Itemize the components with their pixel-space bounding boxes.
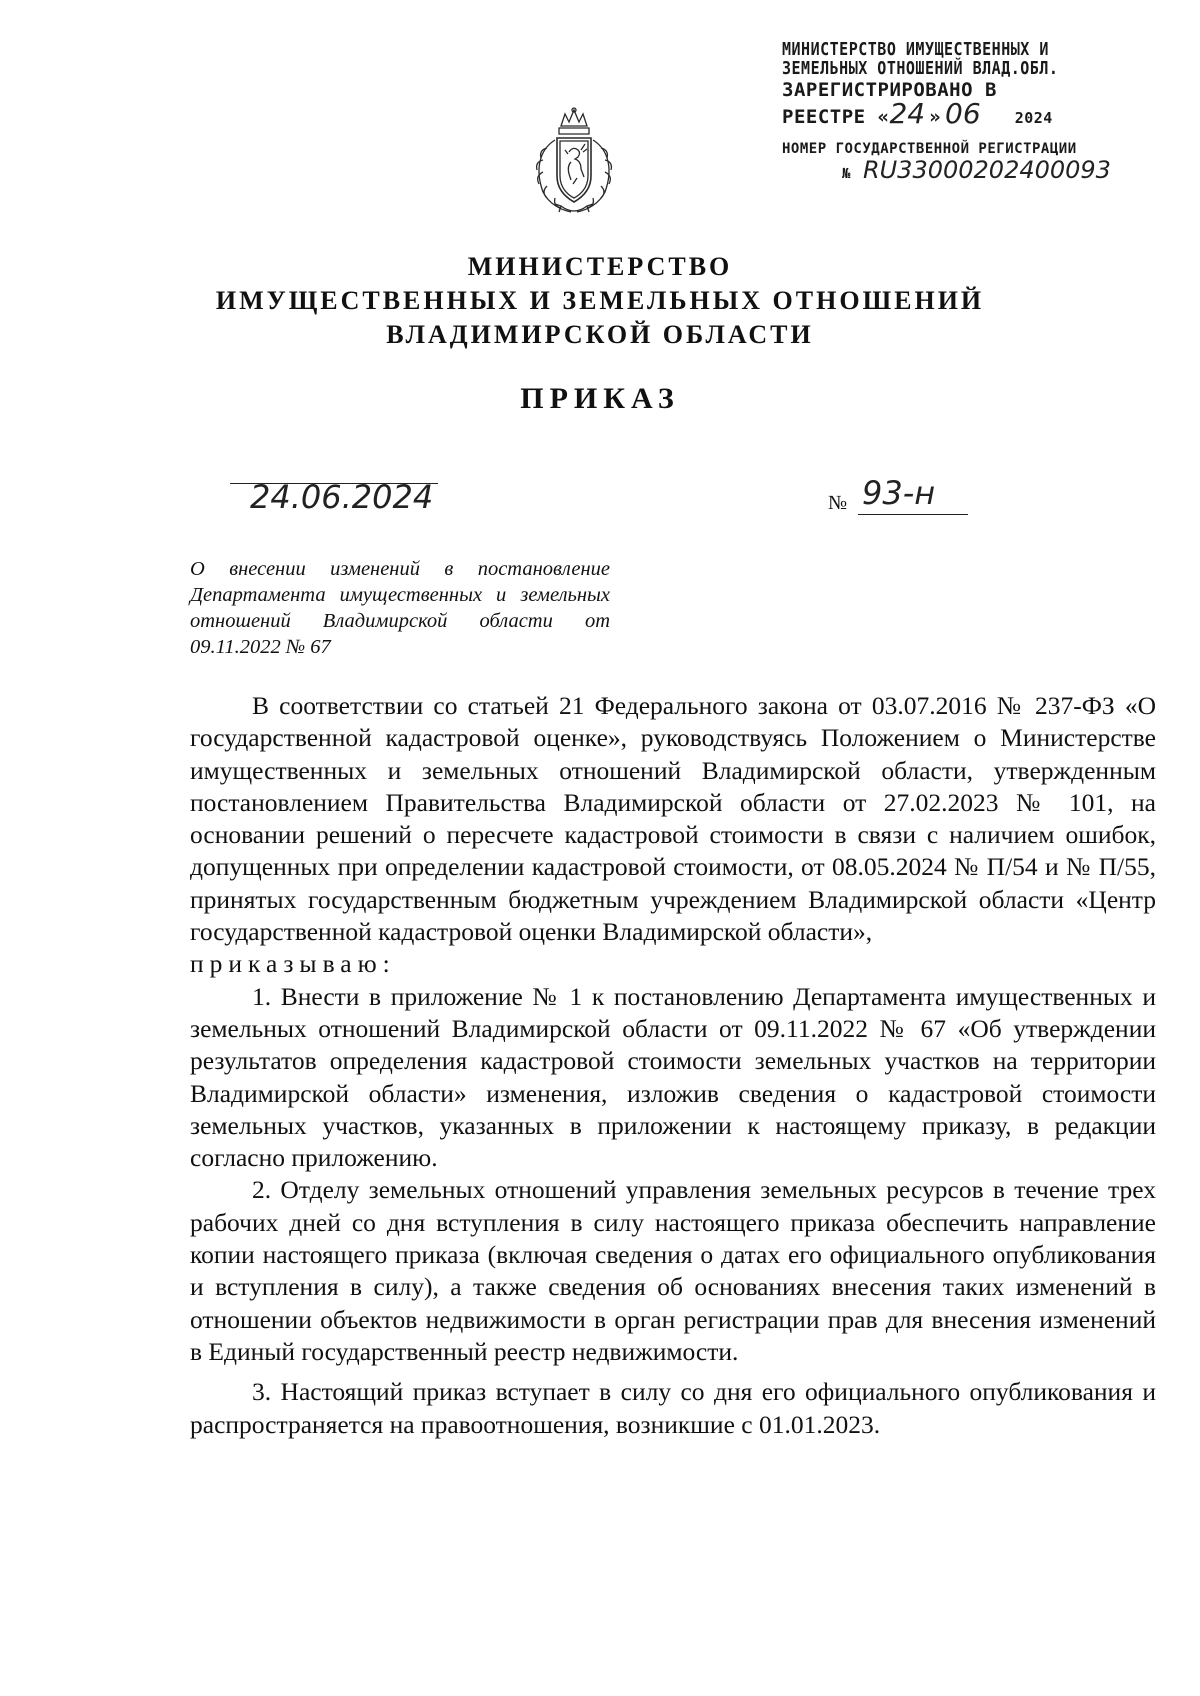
registration-stamp: [782, 38, 1122, 184]
order-item-2: 2. Отделу земельных отношений управления земельных ресурсов в течение трех рабочих дней со дня вступления в силу настоящего приказа обеспечить направление копии настоящего приказа (включая сведения о датах его официального опубликования и вступления в силу), а также сведения об основаниях внесения таких изменений в отношении объектов недвижимости в орган регистрации прав для внесения изменений в Единый государственный реестр недвижимости.: [190, 1175, 1156, 1366]
vladimir-region-coat-of-arms-icon: [525, 106, 623, 218]
order-item-1: 1. Внести в приложение № 1 к постановлению Департамента имущественных и земельных отношений Владимирской области от 09.11.2022 № 67 «Об утверждении результатов определения кадастровой стоимости земельных участков на территории Владимирской области» изменения, изложив сведения о кадастровой стоимости земельных участков, указанных в приложении к настоящему приказу, в редакции согласно приложению.: [190, 981, 1156, 1173]
order-number-underline: [858, 514, 968, 515]
ministry-title: [0, 250, 1200, 352]
order-subject: О внесении изменений в постановление Департамента имущественных и земельных отношений Владимирской области от 09.11.2022 № 67: [190, 558, 610, 658]
stamp-registered: ЗАРЕГИСТРИРОВАНО В: [782, 79, 997, 101]
order-body: [190, 690, 1156, 1441]
order-item-3: 3. Настоящий приказ вступает в силу со дня его официального опубликования и распространяется на правоотношения, возникшие с 01.01.2023.: [190, 1377, 1156, 1439]
ministry-title-line-2: ИМУЩЕСТВЕННЫХ И ЗЕМЕЛЬНЫХ ОТНОШЕНИЙ: [215, 286, 985, 315]
stamp-registry-day: 24: [889, 97, 926, 130]
ministry-title-line-1: МИНИСТЕРСТВО: [467, 252, 733, 281]
stamp-reg-number-label: НОМЕР ГОСУДАРСТВЕННОЙ РЕГИСТРАЦИИ: [782, 141, 1077, 157]
order-number: 93-н: [862, 474, 936, 512]
order-word: приказываю:: [190, 949, 396, 979]
preamble-text: В соответствии со статьей 21 Федерального закона от 03.07.2016 № 237-ФЗ «О государственной кадастровой оценке», руководствуясь Положением о Министерстве имущественных и земельных отношений Владимирской области, утвержденным постановлением Правительства Владимирской области от 27.02.2023 № 101, на основании решений о пересчете кадастровой стоимости в связи с наличием ошибок, допущенных при определении кадастровой стоимости, от 08.05.2024 № П/54 и № П/55, принятых государственным бюджетным учреждением Владимирской области «Центр государственной кадастровой оценки Владимирской области»,: [190, 691, 1156, 947]
order-preamble: [190, 690, 1156, 981]
stamp-registry-label: РЕЕСТРЕ «: [782, 106, 890, 128]
stamp-registry-month: 06: [945, 97, 981, 130]
stamp-number-sign: №: [842, 166, 851, 182]
stamp-line-1: МИНИСТЕРСТВО ИМУЩЕСТВЕННЫХ И: [782, 38, 1049, 60]
ministry-title-line-3: ВЛАДИМИРСКОЙ ОБЛАСТИ: [386, 320, 814, 349]
order-number-label: №: [828, 492, 848, 514]
order-date-underline: [230, 482, 438, 484]
stamp-line-2: ЗЕМЕЛЬНЫХ ОТНОШЕНИЙ ВЛАД.ОБЛ.: [782, 57, 1059, 79]
stamp-reg-number-row: [782, 156, 1122, 184]
stamp-registry-date: [782, 97, 1122, 130]
stamp-reg-number: RU33000202400093: [862, 156, 1111, 184]
document-type-title: ПРИКАЗ: [520, 382, 680, 415]
order-date: 24.06.2024: [250, 478, 434, 516]
stamp-registry-sep: »: [929, 106, 942, 128]
stamp-registry-year: 2024: [1014, 109, 1053, 127]
